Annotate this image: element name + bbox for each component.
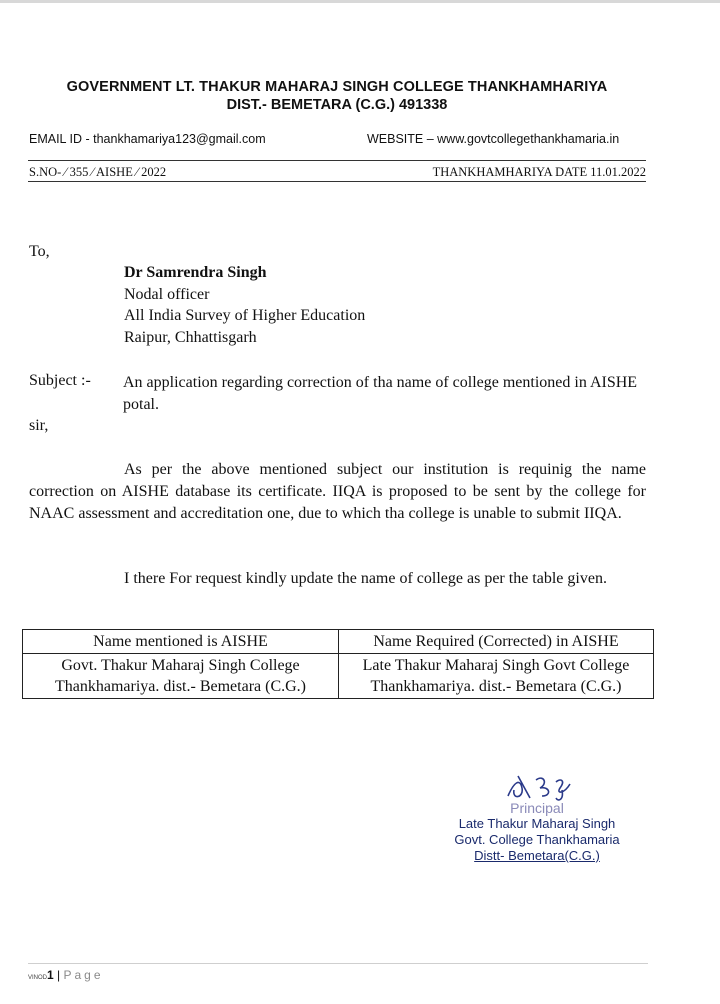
page-number: 1 <box>47 968 54 982</box>
salutation-to: To, <box>29 243 50 260</box>
footer-divider <box>28 963 648 964</box>
college-name-heading: GOVERNMENT LT. THAKUR MAHARAJ SINGH COLLEGE THANKHAMHARIYA <box>66 79 608 95</box>
subject-text: An application regarding correction of tha name of college mentioned in AISHE potal. <box>123 374 638 413</box>
table-row <box>23 654 654 699</box>
stamp-line-2: Govt. College Thankhamaria <box>454 832 620 847</box>
email-text: EMAIL ID - thankhamariya123@gmail.com <box>29 132 266 146</box>
body-paragraph-2 <box>29 568 646 590</box>
signature-scrawl <box>500 770 580 804</box>
college-address-heading: DIST.- BEMETARA (C.G.) 491338 <box>226 97 448 113</box>
recipient-name: Dr Samrendra Singh <box>124 264 267 281</box>
principal-stamp <box>430 800 644 864</box>
stamp-line-3: Distt- Bemetara(C.G.) <box>474 848 600 863</box>
table-header-row <box>23 630 654 654</box>
place-date: THANKHAMHARIYA DATE 11.01.2022 <box>432 165 646 179</box>
table-cell-corrected-name: Late Thakur Maharaj Singh Govt College Thankhamariya. dist.- Bemetara (C.G.) <box>339 654 654 699</box>
recipient-organization: All India Survey of Higher Education <box>124 307 366 324</box>
stamp-line-1: Late Thakur Maharaj Singh <box>458 816 616 831</box>
page-label: Page <box>63 968 104 982</box>
recipient-location: Raipur, Chhattisgarh <box>124 329 257 346</box>
table-cell-current-name: Govt. Thakur Maharaj Singh College Thankhamariya. dist.- Bemetara (C.G.) <box>23 654 339 699</box>
top-border <box>0 0 720 3</box>
body-paragraph-2-text: I there For request kindly update the name of college as per the table given. <box>124 570 607 587</box>
website-text: WEBSITE – www.govtcollegethankhamaria.in <box>367 132 620 146</box>
footer-separator: | <box>53 968 64 982</box>
subject-label: Subject :- <box>29 372 91 389</box>
recipient-designation: Nodal officer <box>124 286 210 303</box>
table-header-corrected: Name Required (Corrected) in AISHE <box>339 630 654 654</box>
body-paragraph-1 <box>29 459 646 525</box>
greeting: sir, <box>29 417 49 434</box>
footer-tiny-text: VINOD <box>28 975 48 981</box>
principal-title: Principal <box>510 800 564 816</box>
header-divider <box>28 160 646 161</box>
reference-number <box>29 165 166 180</box>
reference-number-text: S.NO- ⁄ 355 ⁄ AISHE ⁄ 2022 <box>29 165 167 179</box>
name-correction-table <box>22 629 654 699</box>
body-paragraph-1-text: As per the above mentioned subject our institution is requinig the name correction on AISHE database its certificate. IIQA is proposed to be sent by the college for NAAC assessment and accreditation one, due to which tha college is unable to submit IIQA. <box>29 461 646 522</box>
page-footer <box>28 968 104 982</box>
reference-divider <box>28 181 646 182</box>
signature-block <box>430 770 644 870</box>
table-header-current: Name mentioned is AISHE <box>23 630 339 654</box>
